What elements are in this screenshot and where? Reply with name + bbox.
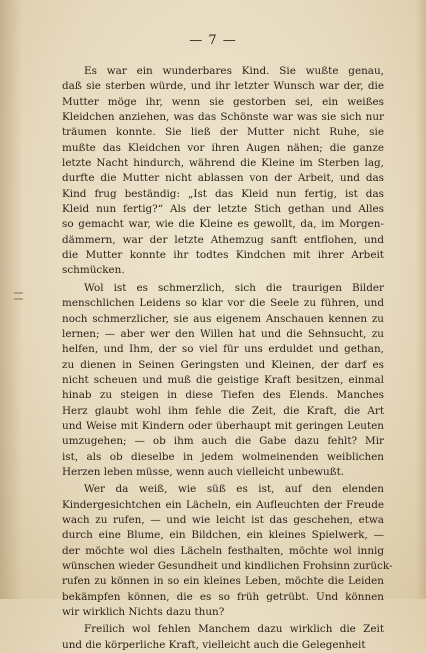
text-line: hinab zu steigen in diese Tiefen des Elends. Manches bbox=[62, 389, 384, 402]
text-line: träumen konnte. Sie ließ der Mutter nicht Ruhe, sie bbox=[62, 126, 384, 139]
text-line: durfte die Mutter nicht ablassen von der Arbeit, und das bbox=[62, 172, 384, 185]
text-line: lernen; — aber wer den Willen hat und die Sehnsucht, zu bbox=[62, 327, 384, 340]
text-line: wach zu rufen, — und wie leicht ist das geschehen, etwa bbox=[62, 513, 384, 526]
text-line: Herzen leben müsse, wenn auch vielleicht unbewußt. bbox=[62, 465, 345, 478]
paragraph bbox=[62, 281, 384, 480]
text-line: Mutter möge ihr, wenn sie gestorben sei, ein weißes bbox=[62, 95, 384, 108]
text-line: nicht scheuen und muß die geistige Kraft besitzen, einmal bbox=[62, 373, 384, 386]
text-line: schmücken. bbox=[62, 264, 125, 277]
page-fold-mark bbox=[14, 298, 23, 300]
text-line: und die körperliche Kraft, vielleicht auch die Gelegenheit bbox=[62, 638, 366, 651]
text-line: Kindergesichtchen ein Lächeln, ein Aufleuchten der Freude bbox=[62, 498, 384, 511]
text-line: Kind frug beständig: „Ist das Kleid nun fertig, ist das bbox=[62, 187, 384, 200]
text-line: so gemacht war, wie die Kleine es gewollt, da, im Morgen- bbox=[62, 218, 384, 231]
body-text bbox=[62, 64, 393, 653]
text-line: die Mutter konnte ihr todtes Kindchen mit ihrer Arbeit bbox=[62, 249, 384, 262]
text-line: durch eine Blume, ein Bildchen, ein kleines Spielwerk, — bbox=[62, 529, 384, 542]
text-line: Herz glaubt wohl ihm fehle die Zeit, die Kraft, die Art bbox=[62, 404, 384, 417]
text-line: Kleidchen anziehen, was das Schönste war was sie sich nur bbox=[62, 111, 384, 124]
text-line: umzugehen; — ob ihm auch die Gabe dazu fehlt? Mir bbox=[62, 435, 384, 448]
text-line: Wer da weiß, wie süß es ist, auf den elenden bbox=[84, 483, 384, 496]
text-line: ist, als ob dieselbe in jedem wolmeinenden weiblichen bbox=[62, 450, 384, 463]
text-line: Kleid nun fertig?“ Als der letzte Stich gethan und Alles bbox=[62, 203, 384, 216]
text-line: letzte Nacht hindurch, während die Kleine im Sterben lag, bbox=[62, 157, 384, 170]
paragraph bbox=[62, 64, 384, 279]
page-edge-shadow bbox=[416, 0, 426, 599]
text-line: bekämpfen können, die es so früh getrübt. Und können bbox=[62, 590, 384, 603]
text-line: helfen, und Ihm, der so viel für uns erduldet und gethan, bbox=[62, 343, 384, 356]
page-fold-mark bbox=[14, 292, 23, 294]
text-line: noch schmerzlicher, sie aus eigenem Anschauen kennen zu bbox=[62, 312, 384, 325]
text-line: daß sie sterben würde, und ihr letzter Wunsch war der, die bbox=[62, 80, 384, 93]
text-line: dämmern, war der letzte Athemzug sanft entflohen, und bbox=[62, 233, 384, 246]
text-line: rufen zu können in so ein kleines Leben, möchte die Leiden bbox=[62, 575, 384, 588]
text-line: mußte das Kleidchen vor ihren Augen nähen; die ganze bbox=[62, 141, 384, 154]
text-line: und Weise mit Kindern oder überhaupt mit geringen Leuten bbox=[62, 419, 384, 432]
text-line: zu dienen in Seinen Geringsten und Kleinen, der darf es bbox=[62, 358, 384, 371]
text-line: Wol ist es schmerzlich, sich die traurigen Bilder bbox=[84, 281, 384, 294]
text-line: menschlichen Leidens so klar vor die Seele zu führen, und bbox=[62, 297, 384, 310]
text-line: Es war ein wunderbares Kind. Sie wußte genau, bbox=[84, 65, 384, 77]
text-line: der möchte wol dies Lächeln festhalten, möchte wol innig bbox=[62, 544, 384, 557]
text-line: Freilich wol fehlen Manchem dazu wirklich die Zeit bbox=[84, 623, 384, 636]
text-line: wünschen wieder Gesundheit und kindlichen Frohsinn zurück- bbox=[62, 560, 393, 572]
page-number: — 7 — bbox=[189, 33, 237, 48]
paragraph bbox=[62, 482, 393, 620]
text-line: wir wirklich Nichts dazu thun? bbox=[62, 606, 225, 619]
paragraph bbox=[62, 622, 384, 653]
